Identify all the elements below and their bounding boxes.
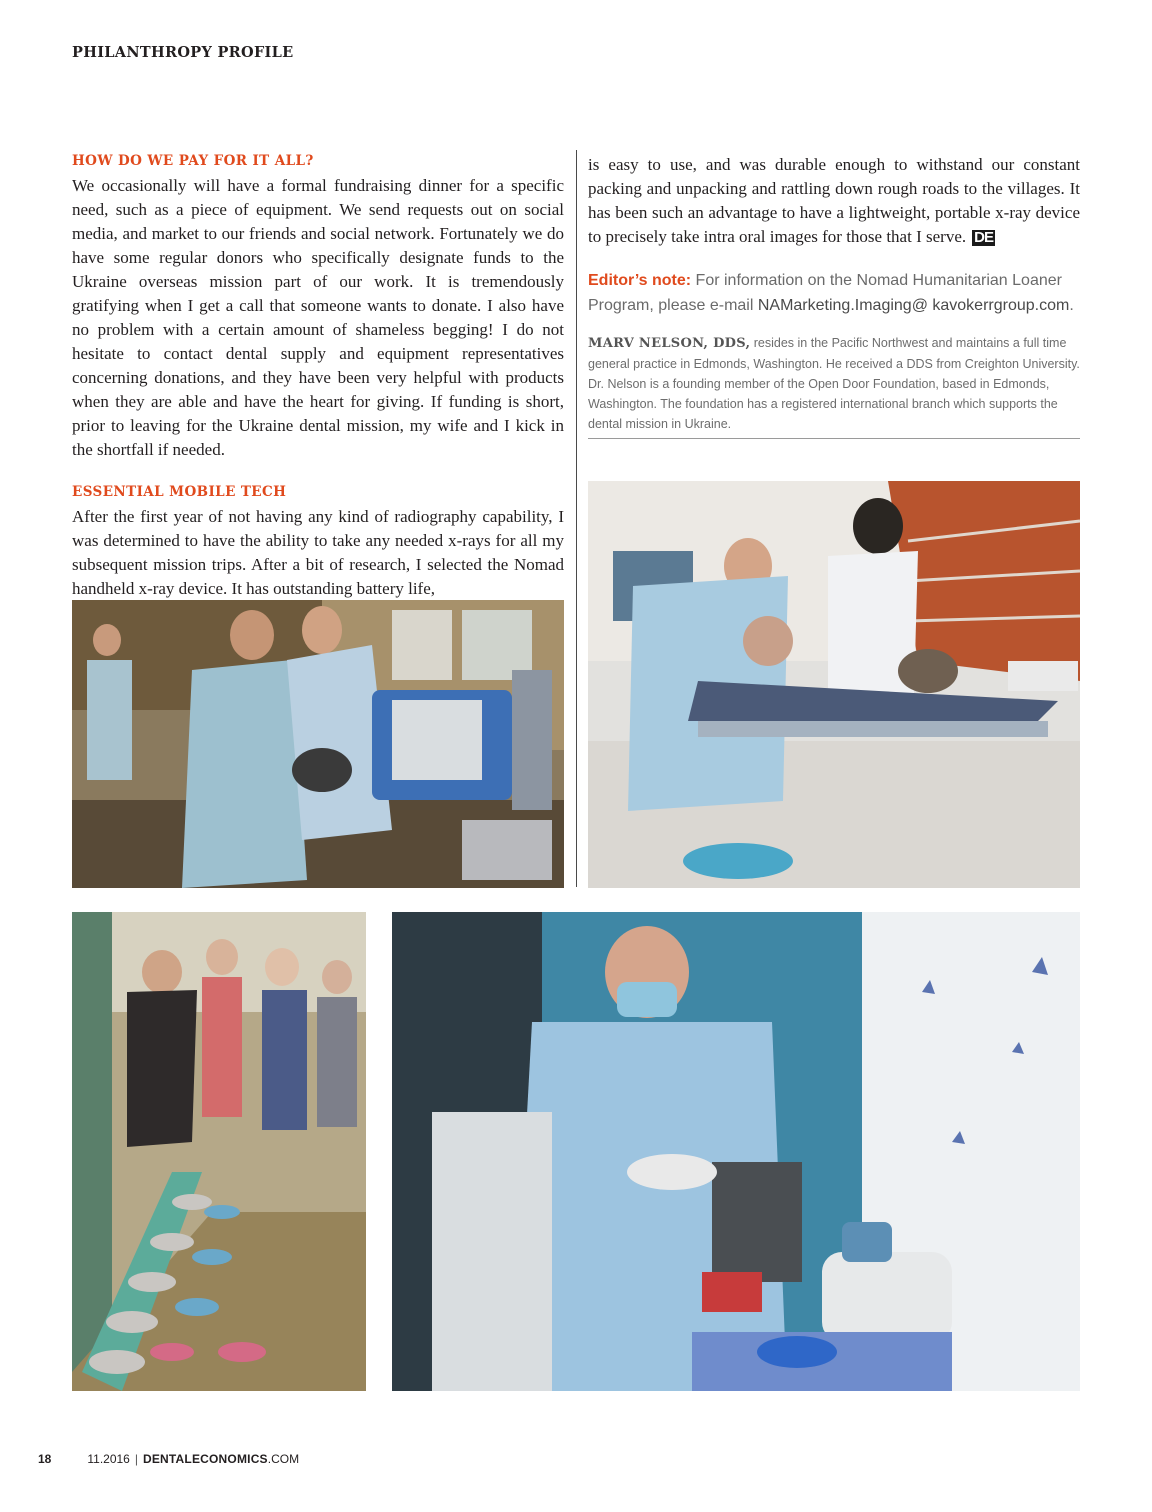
de-end-mark: DE [974,229,993,246]
editors-note-email[interactable]: NAMarketing.Imaging@ kavokerrgroup.com [757,297,1070,314]
editors-note-label: Editor’s note: [588,272,692,289]
section-label: PHILANTHROPY PROFILE [72,44,294,61]
left-column [72,153,564,601]
publication-brand: DENTALECONOMICS [142,1452,268,1466]
paragraph-mobile-tech: After the first year of not having any kind of radiography capability, I was determined to have the ability to take any needed x-rays for all my subsequent mission trips. After a bit of research, I selected the Nomad handheld x-ray device. It has outstanding battery life, [72,507,564,598]
page-footer [38,1452,299,1466]
editors-note-text: For information on the Nomad Humanitarian Loaner Program, please e-mail [588,272,1062,314]
heading-funding: HOW DO WE PAY FOR IT ALL? [72,153,314,169]
author-bio-text: resides in the Pacific Northwest and maintains a full time general practice in Edmonds, Washington. He received a DDS from Creighton University. Dr. Nelson is a founding member of the Open Door Foundation, based in Edmonds, Washington. The foundation has a registered international branch which supports the dental mission in Ukraine. [588,336,1080,431]
photo-dentist-xray-device [392,912,1080,1391]
page-number: 18 [38,1452,52,1466]
right-column [588,153,1080,439]
paragraph-funding: We occasionally will have a formal fundraising dinner for a specific need, such as a piece of equipment. We send requests out on social media, and market to our friends and social network. Fortunately we do have some regular donors who specifically designate funds to the Ukraine overseas mission part of our work. It is tremendously gratifying when I get a call that someone wants to donate. I also have no problem with a certain amount of shameless begging! I do not hesitate to contact dental supply and equipment representatives concerning donations, and they have been very helpful with products when they are able and have the heart for giving. If funding is short, prior to leaving for the Ukraine dental mission, my wife and I kick in the shortfall if needed. [72,176,564,459]
photo-children-shoes [72,912,366,1391]
paragraph-continued-text: is easy to use, and was durable enough to withstand our constant packing and unpacking and rattling down rough roads to the villages. It has been such an advantage to have a lightweight, portable x-ray device to precisely take intra oral images for those that I serve. [588,155,1080,246]
issue-date: 11.2016 [87,1452,130,1466]
publication-domain-suffix: .COM [267,1452,300,1466]
editors-note [588,268,1080,318]
editors-note-end: . [1069,297,1074,314]
author-name: MARV NELSON, DDS, [588,336,751,351]
photo-clinic-procedure [588,481,1080,888]
heading-mobile-tech: ESSENTIAL MOBILE TECH [72,484,287,500]
author-bio [588,333,1080,439]
column-divider [576,150,577,887]
photo-dentists-treating-patient [72,600,564,888]
paragraph-continued [588,153,1080,249]
footer-separator: | [134,1452,138,1466]
